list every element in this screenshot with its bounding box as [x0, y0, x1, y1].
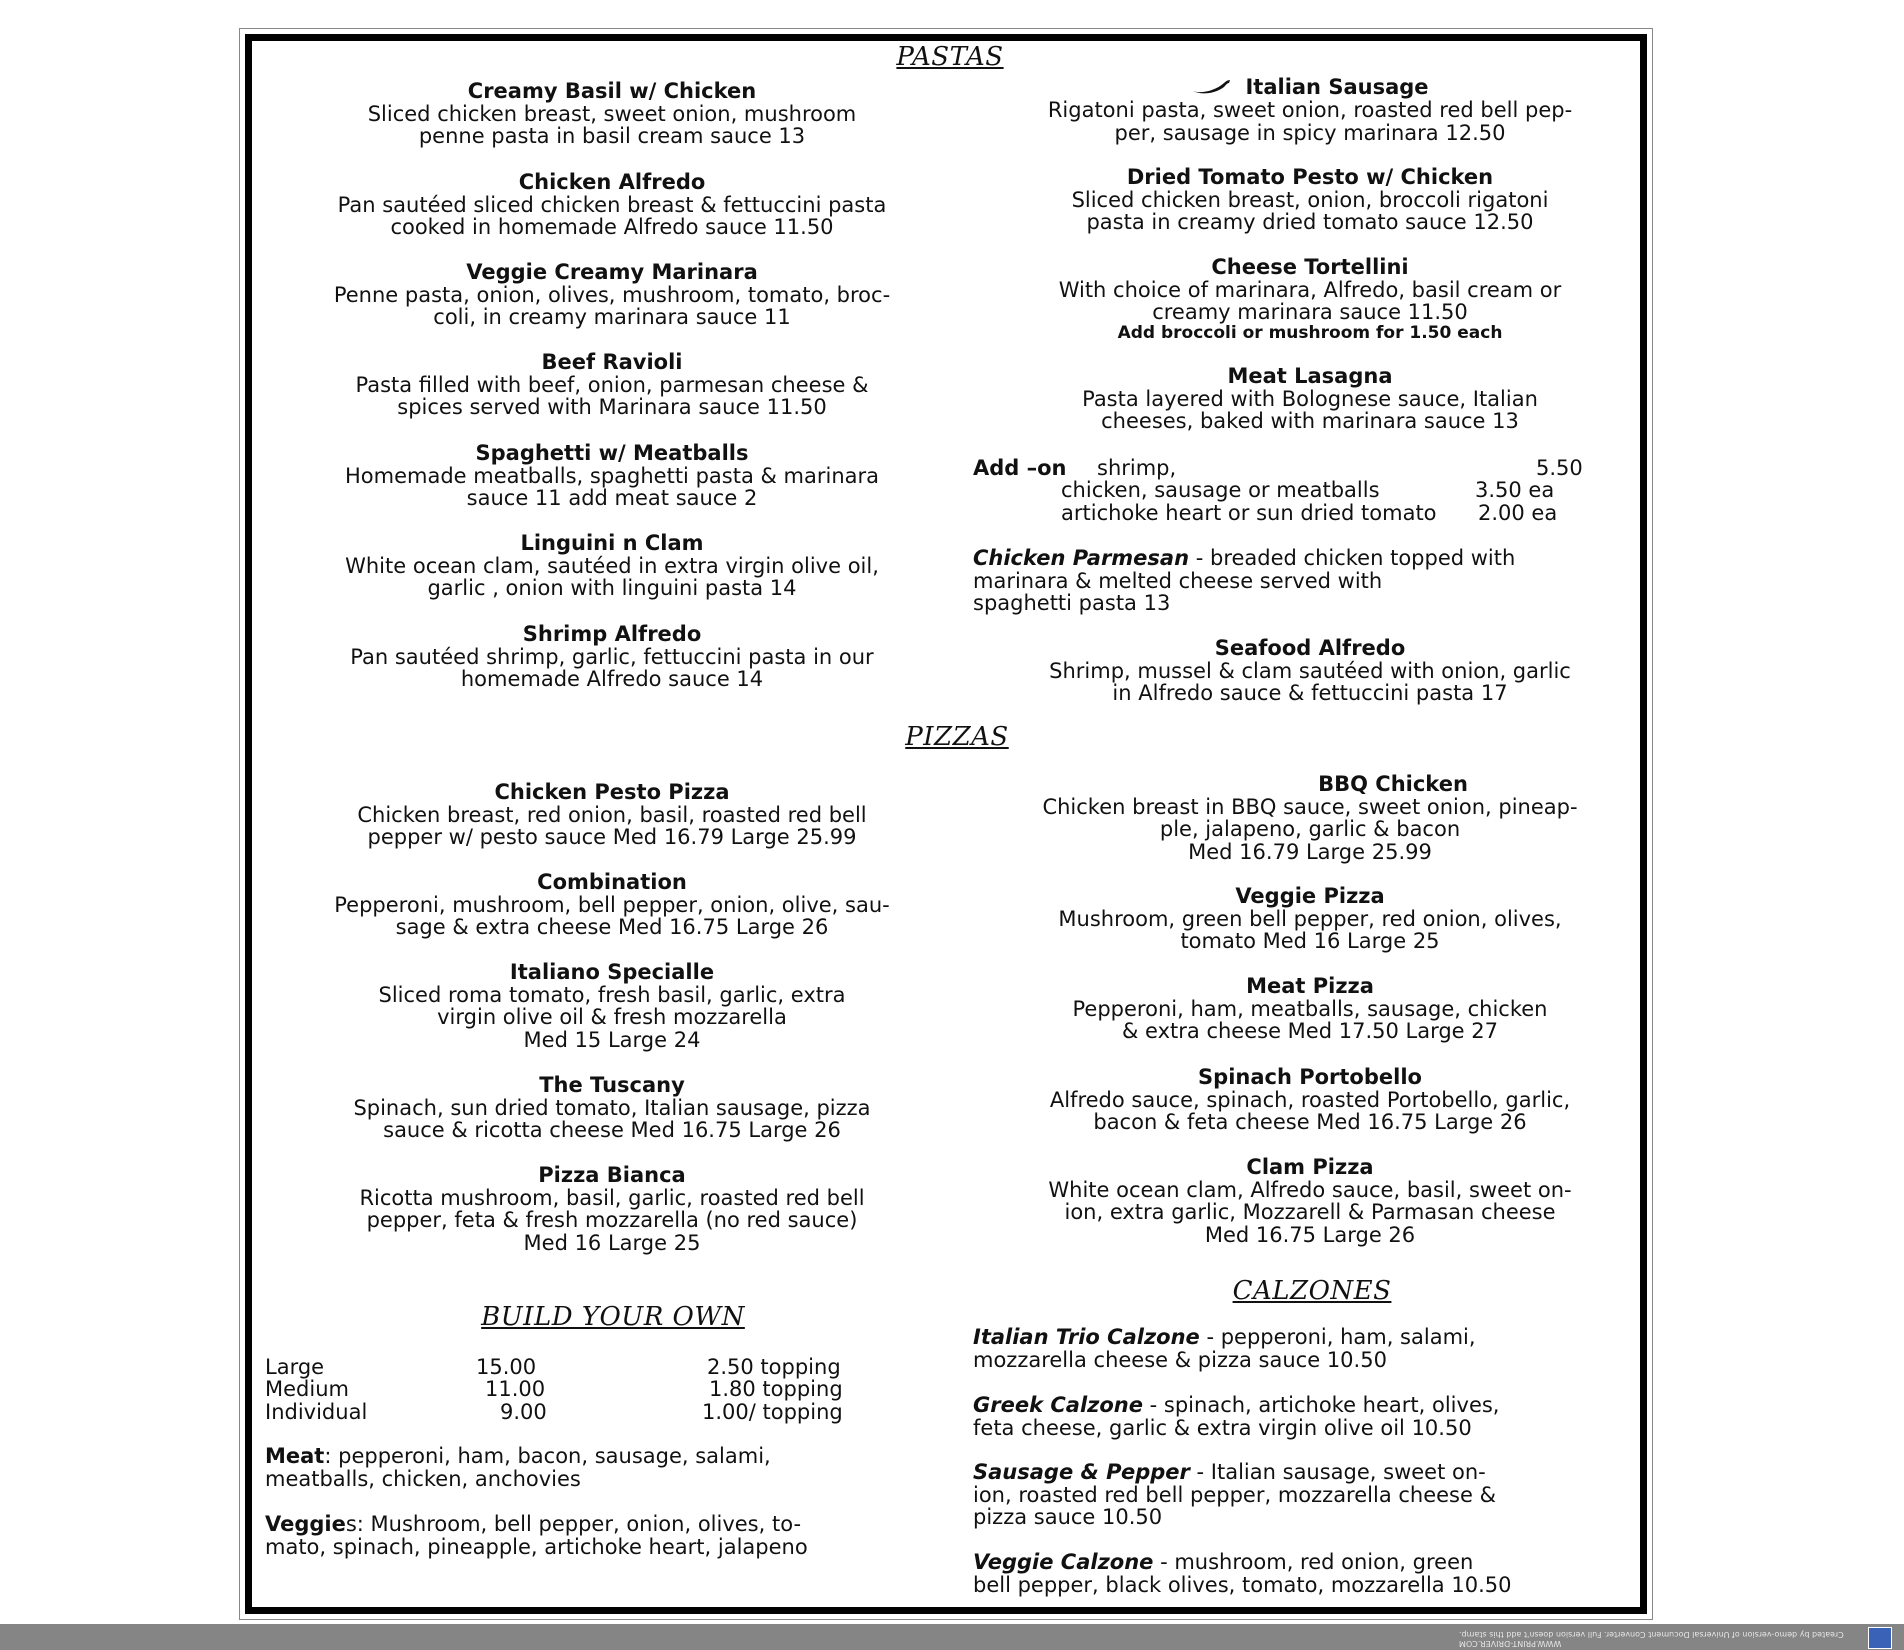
item-desc: pasta in creamy dried tomato sauce 12.50 [1086, 210, 1534, 234]
item-desc: sage & extra cheese Med 16.75 Large 26 [395, 915, 829, 939]
byo-size: Large [265, 1355, 325, 1379]
item-desc: ion, extra garlic, Mozzarell & Parmasan cheese [1064, 1200, 1556, 1224]
item-name: Spaghetti w/ Meatballs [475, 441, 749, 465]
item-name: Chicken Parmesan [973, 546, 1190, 570]
item-desc: virgin olive oil & fresh mozzarella [437, 1005, 787, 1029]
item-desc: Sliced chicken breast, sweet onion, mushroom [367, 101, 857, 126]
item-name: Greek Calzone [973, 1393, 1143, 1417]
item-name: Meat Pizza [1246, 974, 1374, 998]
byo-price: 11.00 [485, 1377, 546, 1401]
item-name: Meat Lasagna [1227, 364, 1393, 388]
item-name: Italiano Specialle [509, 960, 715, 984]
byo-topping: 2.50 topping [707, 1355, 841, 1379]
item-desc: sauce & ricotta cheese Med 16.75 Large 26 [383, 1118, 841, 1142]
item-desc: bell pepper, black olives, tomato, mozzarella 10.50 [973, 1572, 1512, 1597]
item-desc: Sliced chicken breast, onion, broccoli rigatoni [1071, 187, 1549, 212]
pizza-item [262, 781, 962, 849]
item-desc: Shrimp, mussel & clam sautéed with onion, garlic [1049, 658, 1571, 683]
item-desc: - pepperoni, ham, salami, [1199, 1325, 1476, 1349]
calzone-item [973, 1461, 1643, 1529]
item-desc: Alfredo sauce, spinach, roasted Portobello, garlic, [1049, 1087, 1571, 1112]
item-name: Italian Trio Calzone [973, 1325, 1200, 1349]
addon-label: Add –on [973, 456, 1067, 480]
item-desc: marinara & melted cheese served with [973, 568, 1383, 593]
item-desc: Chicken breast in BBQ sauce, sweet onion, pineap- [1042, 794, 1578, 819]
pasta-item [970, 365, 1650, 433]
item-desc: ple, jalapeno, garlic & bacon [1159, 817, 1461, 841]
pizza-item [970, 1156, 1650, 1246]
item-desc: garlic , onion with linguini pasta 14 [427, 576, 797, 600]
item-name: Veggie Creamy Marinara [466, 260, 758, 284]
item-desc: Sliced roma tomato, fresh basil, garlic, extra [378, 982, 846, 1007]
item-desc: Med 16.75 Large 26 [1204, 1222, 1416, 1247]
pasta-item [970, 76, 1650, 144]
item-desc: - mushroom, red onion, green [1153, 1550, 1474, 1574]
item-name: BBQ Chicken [1318, 772, 1468, 796]
item-desc: ion, roasted red bell pepper, mozzarella cheese & [973, 1482, 1496, 1507]
byo-price: 15.00 [476, 1355, 537, 1379]
item-desc: pepper, feta & fresh mozzarella (no red sauce) [366, 1208, 858, 1232]
item-desc: Rigatoni pasta, sweet onion, roasted red bell pep- [1047, 98, 1573, 123]
pizza-item [970, 885, 1650, 953]
item-name: The Tuscany [539, 1073, 685, 1097]
item-desc: - spinach, artichoke heart, olives, [1142, 1393, 1500, 1417]
addon-item: chicken, sausage or meatballs [1061, 478, 1380, 502]
item-note: Add broccoli or mushroom for 1.50 each [1117, 322, 1503, 343]
pizza-item [262, 1074, 962, 1142]
addon-item: artichoke heart or sun dried tomato [1061, 501, 1437, 525]
byo-topping: 1.80 topping [709, 1377, 843, 1401]
item-desc: homemade Alfredo sauce 14 [460, 667, 764, 691]
item-desc: coli, in creamy marinara sauce 11 [433, 305, 791, 329]
calzone-item [973, 1394, 1643, 1439]
item-desc: - breaded chicken topped with [1189, 546, 1516, 570]
veggies-text: mato, spinach, pineapple, artichoke heart, jalapeno [265, 1534, 808, 1559]
item-desc: creamy marinara sauce 11.50 [1152, 300, 1468, 324]
calzone-item [973, 1326, 1643, 1371]
addon-price: 2.00 ea [1478, 501, 1558, 525]
item-name: Linguini n Clam [520, 531, 704, 555]
item-desc: Penne pasta, onion, olives, mushroom, tomato, broc- [333, 282, 891, 307]
item-desc: pepper w/ pesto sauce Med 16.79 Large 25.99 [367, 825, 857, 849]
item-desc: Med 16.79 Large 25.99 [1188, 839, 1432, 864]
pasta-item [970, 256, 1650, 343]
pastas-title: PASTAS [896, 42, 1004, 72]
item-desc: Spinach, sun dried tomato, Italian sausage, pizza [353, 1095, 871, 1120]
item-desc: pizza sauce 10.50 [973, 1505, 1163, 1529]
item-name: Chicken Pesto Pizza [494, 780, 730, 804]
calzones-title: CALZONES [1232, 1276, 1392, 1306]
converter-logo-icon [1868, 1627, 1892, 1649]
pasta-item [262, 623, 962, 691]
calzone-item [973, 1551, 1643, 1596]
item-desc: cooked in homemade Alfredo sauce 11.50 [390, 215, 834, 239]
chicken-parmesan [973, 547, 1643, 615]
item-desc: feta cheese, garlic & extra virgin olive oil 10.50 [973, 1415, 1472, 1440]
item-name: Cheese Tortellini [1211, 255, 1409, 279]
item-desc: Pepperoni, ham, meatballs, sausage, chicken [1072, 996, 1548, 1021]
item-name: Veggie Calzone [973, 1550, 1154, 1574]
item-desc: Pan sautéed sliced chicken breast & fettuccini pasta [337, 192, 887, 217]
byo-price: 9.00 [500, 1400, 547, 1424]
item-desc: cheeses, baked with marinara sauce 13 [1101, 409, 1519, 433]
byo-meat: Meat: pepperoni, ham, bacon, sausage, salami, meatballs, chicken, anchovies [265, 1445, 955, 1490]
addon-price: 3.50 ea [1475, 478, 1555, 502]
item-name-row [970, 76, 1650, 99]
item-desc: & extra cheese Med 17.50 Large 27 [1122, 1019, 1498, 1043]
pizza-item [970, 1066, 1650, 1134]
pasta-item [262, 442, 962, 510]
addon-item: shrimp, [1097, 456, 1177, 480]
item-desc: With choice of marinara, Alfredo, basil cream or [1058, 277, 1562, 302]
item-desc: bacon & feta cheese Med 16.75 Large 26 [1093, 1110, 1527, 1134]
item-name: Creamy Basil w/ Chicken [467, 79, 757, 103]
meat-text: pepperoni, ham, bacon, sausage, salami, [338, 1444, 771, 1468]
item-name: Combination [537, 870, 687, 894]
item-name: Shrimp Alfredo [522, 622, 702, 646]
item-desc: Med 15 Large 24 [523, 1027, 701, 1052]
item-desc: penne pasta in basil cream sauce 13 [418, 124, 806, 148]
pasta-item [262, 171, 962, 239]
pasta-item [970, 637, 1650, 705]
item-desc: Ricotta mushroom, basil, garlic, roasted red bell [359, 1185, 865, 1210]
item-name: Seafood Alfredo [1214, 636, 1406, 660]
item-desc: - Italian sausage, sweet on- [1189, 1460, 1486, 1484]
pasta-item [262, 261, 962, 329]
item-name: Italian Sausage [1245, 75, 1429, 99]
item-desc: Pepperoni, mushroom, bell pepper, onion, olive, sau- [334, 892, 890, 917]
pizza-item [970, 975, 1650, 1043]
addon-price: 5.50 [1536, 456, 1583, 480]
byo-size: Medium [265, 1377, 349, 1401]
pizza-item [970, 773, 1650, 863]
item-desc: Homemade meatballs, spaghetti pasta & marinara [344, 463, 880, 488]
item-desc: spices served with Marinara sauce 11.50 [397, 395, 827, 419]
pizza-item [262, 961, 962, 1051]
pasta-item [970, 166, 1650, 234]
veggies-text: s: Mushroom, bell pepper, onion, olives, to- [345, 1512, 802, 1536]
pizza-item [262, 1164, 962, 1254]
build-your-own-title: BUILD YOUR OWN [481, 1302, 745, 1332]
pasta-item [262, 80, 962, 148]
item-name: Dried Tomato Pesto w/ Chicken [1126, 165, 1494, 189]
item-desc: mozzarella cheese & pizza sauce 10.50 [973, 1347, 1387, 1372]
item-desc: spaghetti pasta 13 [973, 591, 1171, 615]
item-desc: Med 16 Large 25 [523, 1230, 701, 1255]
byo-size: Individual [265, 1400, 368, 1424]
item-desc: Mushroom, green bell pepper, red onion, olives, [1058, 906, 1562, 931]
pasta-item [262, 532, 962, 600]
stamp-text [1459, 1630, 1844, 1648]
item-desc: White ocean clam, Alfredo sauce, basil, sweet on- [1048, 1177, 1572, 1202]
item-name: Pizza Bianca [538, 1163, 686, 1187]
item-desc: Chicken breast, red onion, basil, roasted red bell [357, 802, 867, 827]
item-desc: tomato Med 16 Large 25 [1180, 929, 1440, 953]
item-desc: Pasta filled with beef, onion, parmesan cheese & [355, 372, 869, 397]
item-name: Spinach Portobello [1198, 1065, 1422, 1089]
stamp-line: Created by demo-version of Universal Document Converter. Full version doesn't add this stamp. [1459, 1630, 1844, 1639]
item-name: Chicken Alfredo [518, 170, 706, 194]
chili-pepper-icon [1191, 77, 1231, 100]
item-name: Clam Pizza [1246, 1155, 1374, 1179]
meat-label: Meat [265, 1444, 325, 1468]
pizza-item [262, 871, 962, 939]
item-name: Veggie Pizza [1235, 884, 1385, 908]
byo-topping: 1.00/ topping [702, 1400, 843, 1424]
item-desc: Pasta layered with Bolognese sauce, Italian [1082, 386, 1538, 411]
pasta-item [262, 351, 962, 419]
meat-text: meatballs, chicken, anchovies [265, 1466, 581, 1491]
pizzas-title: PIZZAS [905, 722, 1009, 752]
item-desc: per, sausage in spicy marinara 12.50 [1114, 120, 1506, 145]
item-name: Sausage & Pepper [973, 1460, 1190, 1484]
item-name: Beef Ravioli [541, 350, 683, 374]
veggies-label: Veggie [265, 1512, 346, 1536]
byo-veggies [265, 1513, 965, 1558]
item-desc: sauce 11 add meat sauce 2 [466, 486, 758, 510]
item-desc: Pan sautéed shrimp, garlic, fettuccini pasta in our [350, 644, 874, 669]
stamp-line: WWW.PRINT-DRIVER.COM [1459, 1639, 1562, 1648]
item-desc: White ocean clam, sautéed in extra virgin olive oil, [345, 553, 879, 578]
item-desc: in Alfredo sauce & fettuccini pasta 17 [1112, 681, 1508, 705]
